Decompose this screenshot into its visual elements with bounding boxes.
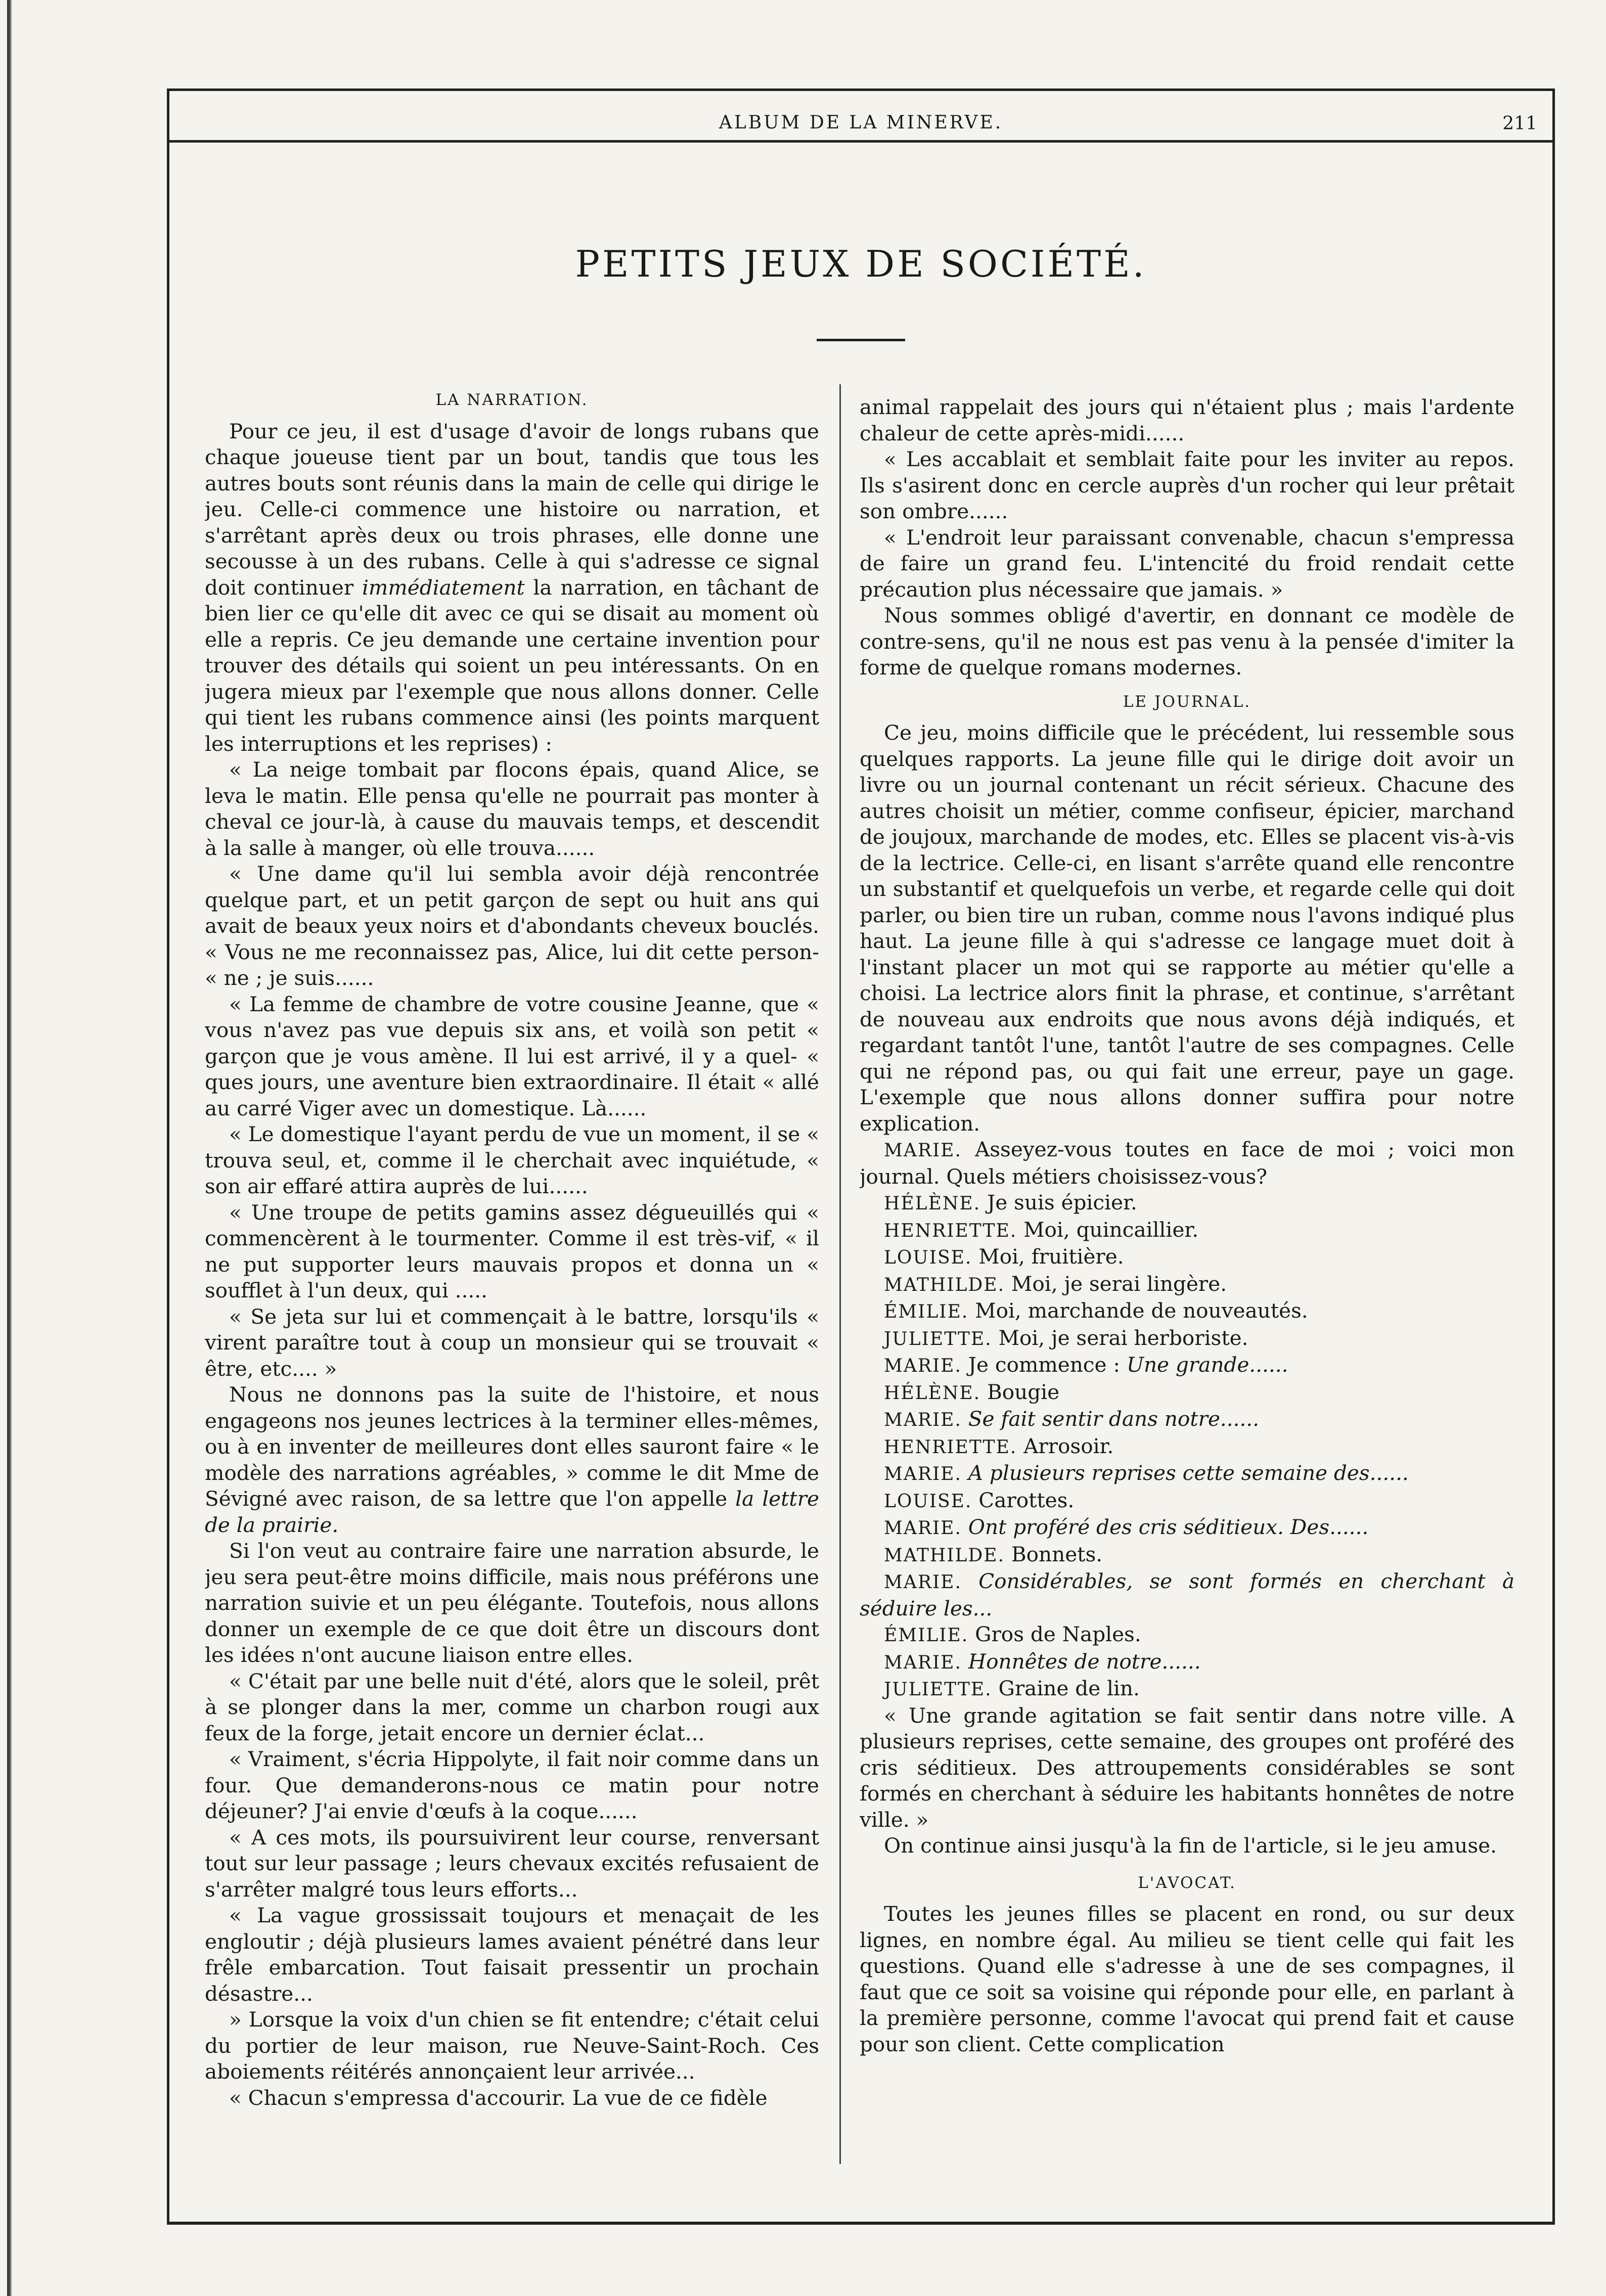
speaker-text-italic: Ont proféré des cris séditieux. Des......	[968, 1515, 1369, 1539]
speaker-text: Bougie	[987, 1379, 1060, 1404]
page-number: 211	[1502, 113, 1537, 134]
speaker-name: MARIE.	[884, 1464, 962, 1484]
dialogue-line	[860, 1217, 1514, 1244]
dialogue-line	[860, 1298, 1514, 1325]
speaker-name: ÉMILIE.	[884, 1625, 969, 1646]
speaker-name: LOUISE.	[884, 1491, 972, 1512]
dialogue-line	[860, 1514, 1514, 1542]
dialogue-line	[860, 1271, 1514, 1298]
dialogue-line	[860, 1676, 1514, 1703]
speaker-text: Je commence :	[968, 1353, 1120, 1377]
speaker-name: MARIE.	[884, 1518, 962, 1539]
quote-paragraph: « Une grande agitation se fait sentir dans notre ville. A plusieurs reprises, cette semaine, des groupes ont proféré des cris séditieux. Des attroupements considérables se sont formés en cherchant à séduire les habitants honnêtes de notre ville. »	[860, 1703, 1514, 1832]
speaker-text: Moi, quincaillier.	[1023, 1217, 1199, 1242]
speaker-text: Moi, fruitière.	[978, 1244, 1124, 1269]
speaker-text: Moi, marchande de nouveautés.	[975, 1298, 1308, 1323]
page-binding-edge	[7, 0, 12, 2296]
speaker-name: MARIE.	[884, 1356, 962, 1376]
column-divider	[839, 384, 841, 2164]
right-column	[860, 394, 1514, 2194]
running-title: ALBUM DE LA MINERVE.	[719, 112, 1003, 133]
speaker-name: LOUISE.	[884, 1247, 972, 1268]
speaker-name: MARIE.	[884, 1140, 962, 1161]
speaker-text-italic: A plusieurs reprises cette semaine des......	[968, 1461, 1409, 1485]
speaker-text: Bonnets.	[1011, 1542, 1103, 1566]
dialogue-line	[860, 1622, 1514, 1649]
dialogue-line	[860, 1244, 1514, 1271]
speaker-text: Asseyez-vous toutes en face de moi ; voici mon journal. Quels métiers choisissez-vous?	[860, 1137, 1514, 1189]
dialogue-line	[860, 1568, 1514, 1622]
section-title-journal: LE JOURNAL.	[1123, 692, 1252, 711]
speaker-name: MATHILDE.	[884, 1274, 1005, 1295]
speaker-text-italic: Considérables, se sont formés en cherchant à séduire les...	[860, 1569, 1514, 1620]
dialogue-line	[860, 1379, 1514, 1407]
quote-paragraph: « Chacun s'empressa d'accourir. La vue de ce fidèle	[229, 2085, 768, 2110]
speaker-name: HÉLÈNE.	[884, 1382, 981, 1404]
speaker-text-italic: Une grande......	[1126, 1353, 1288, 1377]
paragraph: Si l'on veut au contraire faire une narration absurde, le jeu sera peut-être moins difficile, mais nous préférons une narration suivie et un peu élégante. Toutefois, nous allons donner un exemple de ce que doit être un discours dont les idées n'ont aucune liaison entre elles.	[205, 1539, 819, 1667]
speaker-name: MARIE.	[884, 1572, 962, 1593]
paragraph: Toutes les jeunes filles se placent en rond, ou sur deux lignes, en nombre égal. Au milieu se tient celle qui fait les questions. Quand elle s'adresse à une de ses compagnes, il faut que ce soit sa voisine qui réponde pour elle, en parlant à la première personne, comme l'avocat qui prend fait et cause pour son client. Cette complication	[860, 1902, 1514, 2056]
speaker-text: Moi, je serai herboriste.	[998, 1325, 1248, 1350]
speaker-text: Gros de Naples.	[975, 1622, 1141, 1646]
quote-paragraph: « Vraiment, s'écria Hippolyte, il fait noir comme dans un four. Que demanderons-nous ce matin pour notre déjeuner? J'ai envie d'œufs à la coque......	[205, 1747, 819, 1823]
speaker-name: MARIE.	[884, 1652, 962, 1673]
speaker-text-italic: Honnêtes de notre......	[968, 1649, 1201, 1674]
speaker-text: Moi, je serai lingère.	[1011, 1271, 1227, 1296]
quote-paragraph: « La vague grossissait toujours et menaçait de les engloutir ; déjà plusieurs lames avaient pénétré dans leur frêle embarcation. Tout faisait pressentir un prochain désastre...	[205, 1903, 819, 2006]
section-title-narration: LA NARRATION.	[435, 391, 589, 409]
quote-paragraph: « Se jeta sur lui et commençait à le battre, lorsqu'ils « virent paraître tout à coup un monsieur qui se trouvait « être, etc.... »	[205, 1304, 819, 1381]
speaker-name: JULIETTE.	[884, 1679, 992, 1700]
section-title-avocat: L'AVOCAT.	[1138, 1873, 1236, 1892]
quote-paragraph: « Une troupe de petits gamins assez dégueuillés qui « commencèrent à le tourmenter. Comme il est très-vif, « il ne put supporter leurs mauvais propos et donna un « soufflet à l'un deux, qui .....	[205, 1200, 819, 1302]
dialogue-line	[860, 1433, 1514, 1461]
speaker-name: HENRIETTE.	[884, 1220, 1017, 1241]
title-rule	[817, 339, 905, 341]
paragraph: On continue ainsi jusqu'à la fin de l'article, si le jeu amuse.	[884, 1833, 1497, 1858]
dialogue-line	[860, 1649, 1514, 1676]
paragraph: Nous sommes obligé d'avertir, en donnant ce modèle de contre-sens, qu'il ne nous est pas venu à la pensée d'imiter la forme de quelque romans modernes.	[860, 603, 1514, 680]
dialogue-line	[860, 1325, 1514, 1353]
speaker-name: HÉLÈNE.	[884, 1193, 981, 1214]
speaker-name: HENRIETTE.	[884, 1436, 1017, 1458]
quote-paragraph: « La femme de chambre de votre cousine Jeanne, que « vous n'avez pas vue depuis six ans, et voilà son petit « garçon que je vous amène. Il lui est arrivé, il y a quel- « ques jours, une aventure bien extraordinaire. Il était « allé au carré Viger avec un domestique. Là......	[205, 992, 819, 1120]
dialogue-line	[860, 1406, 1514, 1433]
dialogue-line	[860, 1137, 1514, 1190]
speaker-text: Arrosoir.	[1023, 1433, 1114, 1458]
dialogue-line	[860, 1542, 1514, 1569]
speaker-name: JULIETTE.	[884, 1328, 992, 1349]
dialogue-line	[860, 1460, 1514, 1488]
speaker-name: ÉMILIE.	[884, 1301, 969, 1322]
speaker-name: MARIE.	[884, 1410, 962, 1430]
speaker-text: Carottes.	[978, 1488, 1075, 1512]
dialogue-line	[860, 1190, 1514, 1217]
speaker-text: Je suis épicier.	[987, 1190, 1137, 1214]
speaker-text: Graine de lin.	[998, 1676, 1140, 1700]
quote-paragraph: « C'était par une belle nuit d'été, alors que le soleil, prêt à se plonger dans la mer, comme un charbon rougi aux feux de la forge, jetait encore un dernier éclat...	[205, 1669, 819, 1745]
dialogue-line	[860, 1488, 1514, 1515]
quote-paragraph: « L'endroit leur paraissant convenable, chacun s'empressa de faire un grand feu. L'intencité du froid rendait cette précaution plus nécessaire que jamais. »	[860, 525, 1514, 602]
article-title: PETITS JEUX DE SOCIÉTÉ.	[575, 243, 1147, 285]
quote-paragraph: « Le domestique l'ayant perdu de vue un moment, il se « trouva seul, et, comme il le cherchait avec inquiétude, « son air effaré attira auprès de lui......	[205, 1122, 819, 1198]
dialogue-list	[860, 1137, 1514, 1703]
left-column	[205, 384, 819, 2184]
quote-paragraph: « A ces mots, ils poursuivirent leur course, renversant tout sur leur passage ; leurs chevaux excités refusaient de s'arrêter malgré tous leurs efforts...	[205, 1825, 819, 1902]
quote-paragraph: « La neige tombait par flocons épais, quand Alice, se leva le matin. Elle pensa qu'elle ne pourrait pas monter à cheval ce jour-là, à cause du mauvais temps, et descendit à la salle à manger, où elle trouva......	[205, 757, 819, 860]
quote-paragraph: » Lorsque la voix d'un chien se fit entendre; c'était celui du portier de leur maison, rue Neuve-Saint-Roch. Ces aboiements réitérés annonçaient leur arrivée...	[205, 2007, 819, 2084]
quote-paragraph: « Les accablait et semblait faite pour les inviter au repos. Ils s'asirent donc en cercle auprès d'un rocher qui leur prêtait son ombre......	[860, 447, 1514, 523]
paragraph: Nous ne donnons pas la suite de l'histoire, et nous engageons nos jeunes lectrices à la terminer elles-mêmes, ou à en inventer de meilleures dont elles sauront faire « le modèle des narrations agréables, » comme le dit Mme de Sévigné avec raison, de sa lettre que l'on appelle la lettre de la prairie.	[205, 1382, 819, 1537]
quote-paragraph: « Une dame qu'il lui sembla avoir déjà rencontrée quelque part, et un petit garçon de sept ou huit ans qui avait de beaux yeux noirs et d'abondants cheveux bouclés. « Vous ne me reconnaissez pas, Alice, lui dit cette person- « ne ; je suis......	[205, 862, 819, 990]
paragraph: animal rappelait des jours qui n'étaient plus ; mais l'ardente chaleur de cette après-midi......	[860, 395, 1514, 445]
paragraph: Pour ce jeu, il est d'usage d'avoir de longs rubans que chaque joueuse tient par un bout, tandis que tous les autres bouts sont réunis dans la main de celle qui dirige le jeu. Celle-ci commence une histoire ou narration, et s'arrêtant après deux ou trois phrases, elle donne une secousse à un des rubans. Celle à qui s'adresse ce signal doit continuer immédiatement la narration, en tâchant de bien lier ce qu'elle dit avec ce qui se disait au moment où elle a repris. Ce jeu demande une certaine invention pour trouver des détails qui soient un peu intéressants. On en jugera mieux par l'exemple que nous allons donner. Celle qui tient les rubans commence ainsi (les points marquent les interruptions et les reprises) :	[205, 419, 819, 756]
page-header	[169, 112, 1552, 143]
dialogue-line	[860, 1352, 1514, 1379]
speaker-name: MATHILDE.	[884, 1545, 1005, 1566]
speaker-text-italic: Se fait sentir dans notre......	[968, 1407, 1260, 1431]
paragraph: Ce jeu, moins difficile que le précédent, lui ressemble sous quelques rapports. La jeune fille qui le dirige doit avoir un livre ou un journal contenant un récit sérieux. Chacune des autres choisit un métier, comme confiseur, épicier, marchand de joujoux, marchande de modes, etc. Elles se placent vis-à-vis de la lectrice. Celle-ci, en lisant s'arrête quand elle rencontre un substantif et quelquefois un verbe, et regarde celle qui doit parler, ou bien tire un ruban, comme nous l'avons indiqué plus haut. La jeune fille à qui s'adresse ce langage muet doit à l'instant placer un mot qui se rapporte au métier qu'elle a choisi. La lectrice alors finit la phrase, et continue, s'arrêtant de nouveau aux endroits que nous avons déjà indiqués, et regardant tantôt l'une, tantôt l'autre de ses compagnes. Celle qui ne répond pas, ou qui fait une erreur, paye un gage. L'exemple que nous allons donner suffira pour notre explication.	[860, 721, 1514, 1136]
